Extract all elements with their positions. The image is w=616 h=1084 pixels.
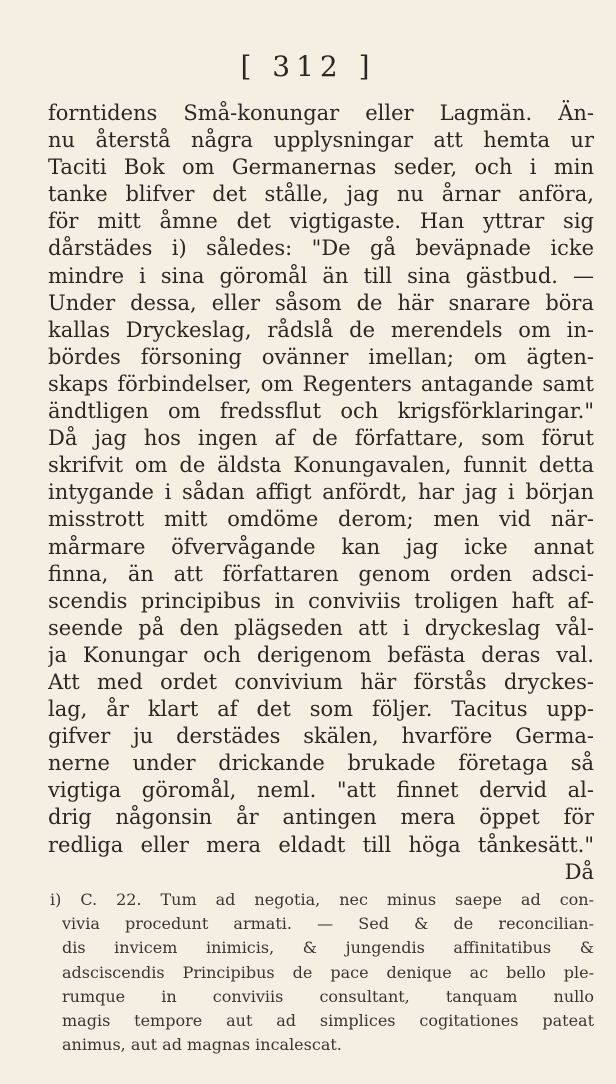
- footnote: [50, 888, 594, 1057]
- text-line: redliga eller mera eldadt till höga tånkesätt.": [48, 832, 594, 857]
- footnote-line: rumque in conviviis consultant, tanquam nullo: [62, 986, 594, 1006]
- text-line: drig någonsin år antingen mera öppet för: [48, 805, 594, 830]
- main-text: [48, 100, 594, 886]
- text-line: tanke blifver det stålle, jag nu årnar anföra,: [48, 182, 594, 207]
- footnote-line: i) C. 22. Tum ad negotia, nec minus saepe ad con-: [50, 890, 594, 909]
- text-line: ja Konungar och derigenom befästa deras val.: [48, 642, 594, 667]
- text-line: forntidens Små-konungar eller Lagmän. Än-: [48, 101, 594, 125]
- footnote-line: vivia procedunt armati. — Sed & de reconcilian-: [62, 914, 594, 934]
- text-line: lag, år klart af det som följer. Tacitus upp-: [48, 697, 594, 722]
- text-line: scendis principibus in conviviis troligen haft af-: [48, 588, 594, 613]
- text-line: gifver ju derstädes skälen, hvarföre Germa-: [48, 724, 594, 749]
- text-line: seende på den plägseden att i dryckeslag vål-: [48, 615, 594, 640]
- text-line: ändtligen om fredssflut och krigsförklaringar.": [48, 399, 594, 424]
- text-line: Under dessa, eller såsom de här snarare böra: [48, 290, 594, 315]
- catchword: Då: [564, 859, 594, 884]
- footnote-line: dis invicem inimicis, & jungendis affinitatibus &: [62, 938, 594, 958]
- text-line: Att med ordet convivium här förstås dryckes-: [48, 669, 594, 694]
- text-line: nerne under drickande brukade företaga så: [48, 751, 594, 776]
- text-line: mårmare öfvervågande kan jag icke annat: [48, 534, 594, 559]
- text-line: kallas Dryckeslag, rådslå de merendels om in-: [48, 317, 594, 342]
- text-line: finna, än att författaren genom orden adsci-: [48, 561, 594, 586]
- text-line: Då jag hos ingen af de författare, som förut: [48, 426, 594, 451]
- text-line: misstrott mitt omdöme derom; men vid när-: [48, 507, 594, 532]
- text-line: skrifvit om de äldsta Konungavalen, funnit detta: [48, 453, 594, 478]
- text-line: skaps förbindelser, om Regenters antagande samt: [48, 371, 594, 396]
- text-line: nu återstå några upplysningar att hemta ur: [48, 128, 594, 153]
- text-line: vigtiga göromål, neml. "att finnet dervid al-: [48, 778, 594, 803]
- text-line: mindre i sina göromål än till sina gästbud. —: [48, 263, 594, 288]
- text-line: för mitt åmne det vigtigaste. Han yttrar sig: [48, 209, 594, 234]
- text-line: Taciti Bok om Germanernas seder, och i min: [48, 155, 594, 180]
- footnote-line: magis tempore aut ad simplices cogitationes pateat: [62, 1010, 594, 1030]
- footnote-line: adsciscendis Principibus de pace denique ac bello ple-: [62, 962, 594, 982]
- footnote-line: animus, aut ad magnas incalescat.: [62, 1035, 342, 1055]
- text-line: intygande i sådan affigt anfördt, har jag i början: [48, 480, 594, 505]
- page-number: [ 312 ]: [240, 50, 376, 83]
- text-line: bördes försoning ovänner imellan; om ägten-: [48, 344, 594, 369]
- text-line: dårstädes i) således: "De gå beväpnade icke: [48, 236, 594, 261]
